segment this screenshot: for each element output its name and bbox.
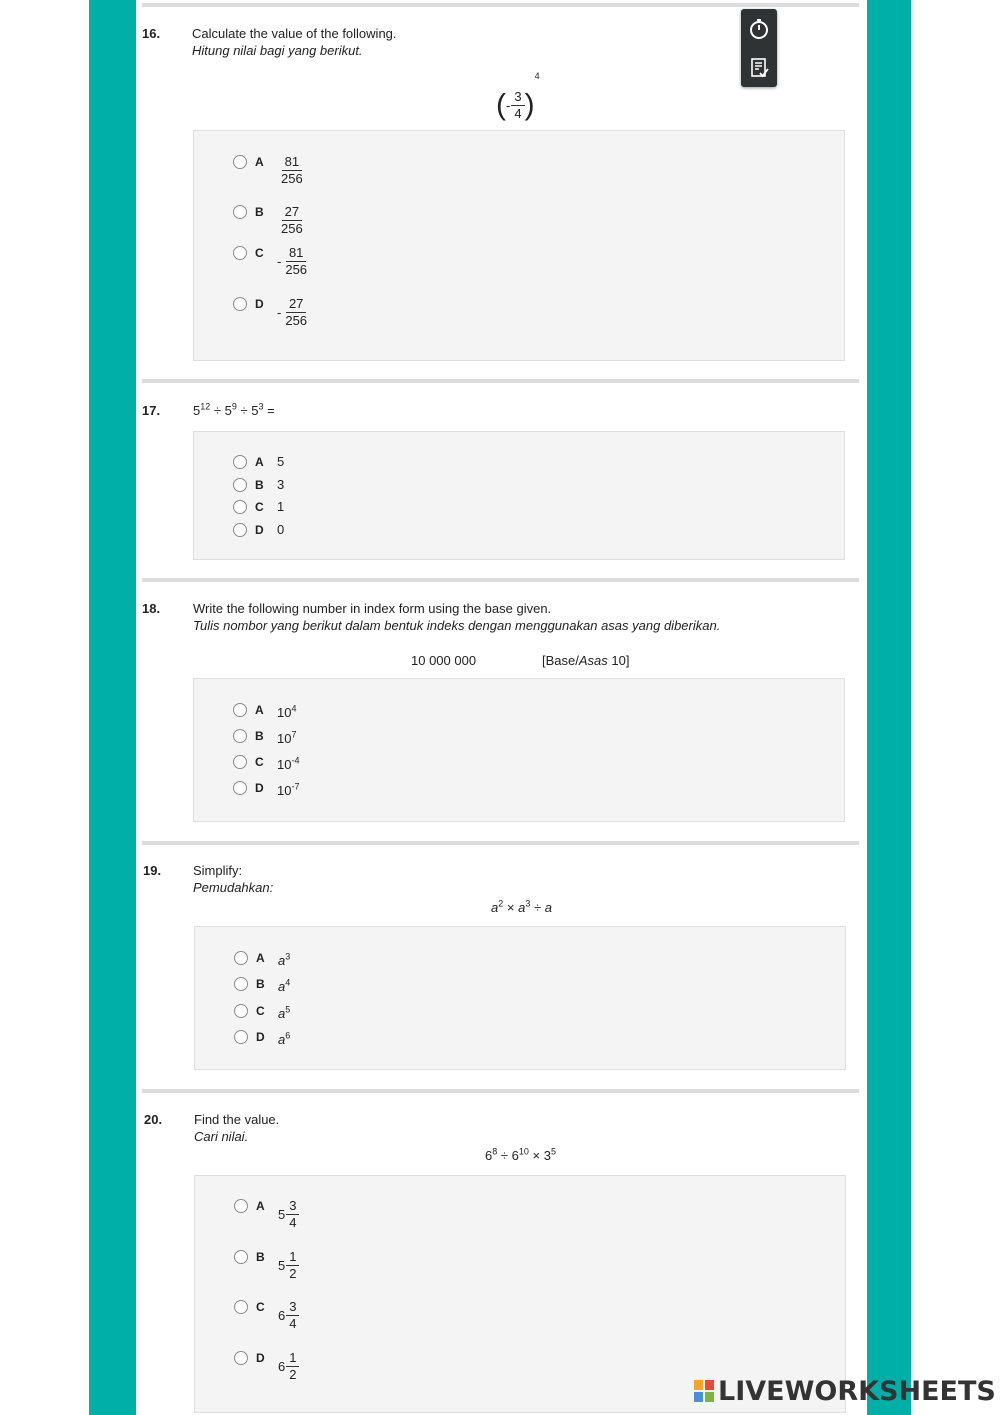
option-19-d[interactable]: D $a^6$ (234, 1029, 290, 1047)
option-20-a[interactable]: A 5 $\frac{3}{4}$ (234, 1198, 299, 1231)
timer-button[interactable] (746, 16, 772, 42)
radio-button[interactable] (233, 729, 247, 743)
option-18-d[interactable]: D $10^{-7}$ (233, 780, 299, 798)
radio-button[interactable] (234, 1300, 248, 1314)
question-20-number: 20. (144, 1112, 163, 1127)
radio-button[interactable] (233, 246, 247, 260)
question-16-number: 16. (142, 26, 161, 41)
radio-button[interactable] (233, 755, 247, 769)
question-17-options-box (193, 431, 845, 560)
question-17-expression: $5^{12} \div 5^9 \div 5^3$ = (193, 401, 275, 418)
question-18-text-ms: Tulis nombor yang berikut dalam bentuk indeks dengan menggunakan asas yang diberikan. (193, 618, 721, 633)
radio-button[interactable] (233, 155, 247, 169)
option-20-c[interactable]: C 6 $\frac{3}{4}$ (234, 1299, 299, 1332)
option-17-c[interactable]: C 1 (233, 499, 284, 514)
radio-button[interactable] (233, 297, 247, 311)
option-16-a[interactable]: A $\frac{81}{256}$ (233, 154, 306, 187)
right-teal-band (867, 0, 911, 1415)
question-19-number: 19. (143, 863, 162, 878)
separator (142, 1089, 859, 1093)
question-18-number: 18. (142, 601, 161, 616)
question-17-number: 17. (142, 403, 161, 418)
option-20-b[interactable]: B 5 $\frac{1}{2}$ (234, 1249, 299, 1282)
radio-button[interactable] (234, 977, 248, 991)
question-19-expression: $a^2 \times a^3 \div a$ (491, 898, 552, 915)
option-19-c[interactable]: C $a^5$ (234, 1003, 290, 1021)
question-16-text (192, 26, 397, 58)
radio-button[interactable] (234, 1004, 248, 1018)
option-18-c[interactable]: C $10^{-4}$ (233, 754, 299, 772)
separator (142, 379, 859, 383)
question-18-text-en: Write the following number in index form using the base given. (193, 601, 552, 616)
radio-button[interactable] (233, 523, 247, 537)
question-18-given-number: 10 000 000 (411, 653, 477, 668)
option-18-b[interactable]: B $10^7$ (233, 728, 296, 746)
question-16-text-ms: Hitung nilai bagi yang berikut. (192, 43, 363, 58)
timer-icon (748, 18, 770, 40)
question-19-text-en: Simplify: (193, 863, 243, 878)
liveworksheets-logo (694, 1376, 996, 1406)
option-16-d[interactable]: D - $\frac{27}{256}$ (233, 296, 310, 329)
option-17-b[interactable]: B 3 (233, 477, 284, 492)
separator (142, 578, 859, 582)
question-19-text-ms: Pemudahkan: (193, 880, 274, 895)
radio-button[interactable] (233, 205, 247, 219)
option-19-a[interactable]: A $a^3$ (234, 950, 290, 968)
left-teal-band (89, 0, 136, 1415)
question-16-text-en: Calculate the value of the following. (192, 26, 397, 41)
question-18-options-box (193, 678, 845, 822)
separator (142, 841, 859, 845)
question-20-text-en: Find the value. (194, 1112, 280, 1127)
question-20-text-ms: Cari nilai. (194, 1129, 249, 1144)
option-20-d[interactable]: D 6 $\frac{1}{2}$ (234, 1350, 299, 1383)
logo-grid-icon (694, 1380, 714, 1402)
question-20-text (194, 1112, 279, 1144)
radio-button[interactable] (234, 1250, 248, 1264)
radio-button[interactable] (234, 1199, 248, 1213)
separator (142, 3, 859, 7)
option-16-c[interactable]: C - $\frac{81}{256}$ (233, 245, 310, 278)
option-18-a[interactable]: A $10^4$ (233, 702, 296, 720)
question-18-text (193, 601, 720, 633)
question-18-base: [Base/Asas 10] (542, 653, 630, 668)
option-17-d[interactable]: D 0 (233, 522, 284, 537)
radio-button[interactable] (233, 455, 247, 469)
checklist-icon (748, 57, 770, 79)
option-17-a[interactable]: A 5 (233, 454, 284, 469)
question-20-expression: $6^8 \div 6^{10} \times 3^5$ (485, 1146, 556, 1163)
question-19-options-box (194, 926, 846, 1070)
radio-button[interactable] (234, 1351, 248, 1365)
radio-button[interactable] (234, 951, 248, 965)
question-19-text (193, 863, 273, 895)
question-16-expression: (- $\frac{3}{4}$ )$^4$ (496, 71, 540, 122)
floating-toolbar (741, 9, 777, 87)
option-19-b[interactable]: B $a^4$ (234, 976, 290, 994)
radio-button[interactable] (233, 500, 247, 514)
radio-button[interactable] (233, 478, 247, 492)
option-16-b[interactable]: B $\frac{27}{256}$ (233, 204, 306, 237)
check-answers-button[interactable] (746, 55, 772, 81)
logo-text: LIVEWORKSHEETS (718, 1375, 996, 1407)
radio-button[interactable] (234, 1030, 248, 1044)
radio-button[interactable] (233, 703, 247, 717)
radio-button[interactable] (233, 781, 247, 795)
